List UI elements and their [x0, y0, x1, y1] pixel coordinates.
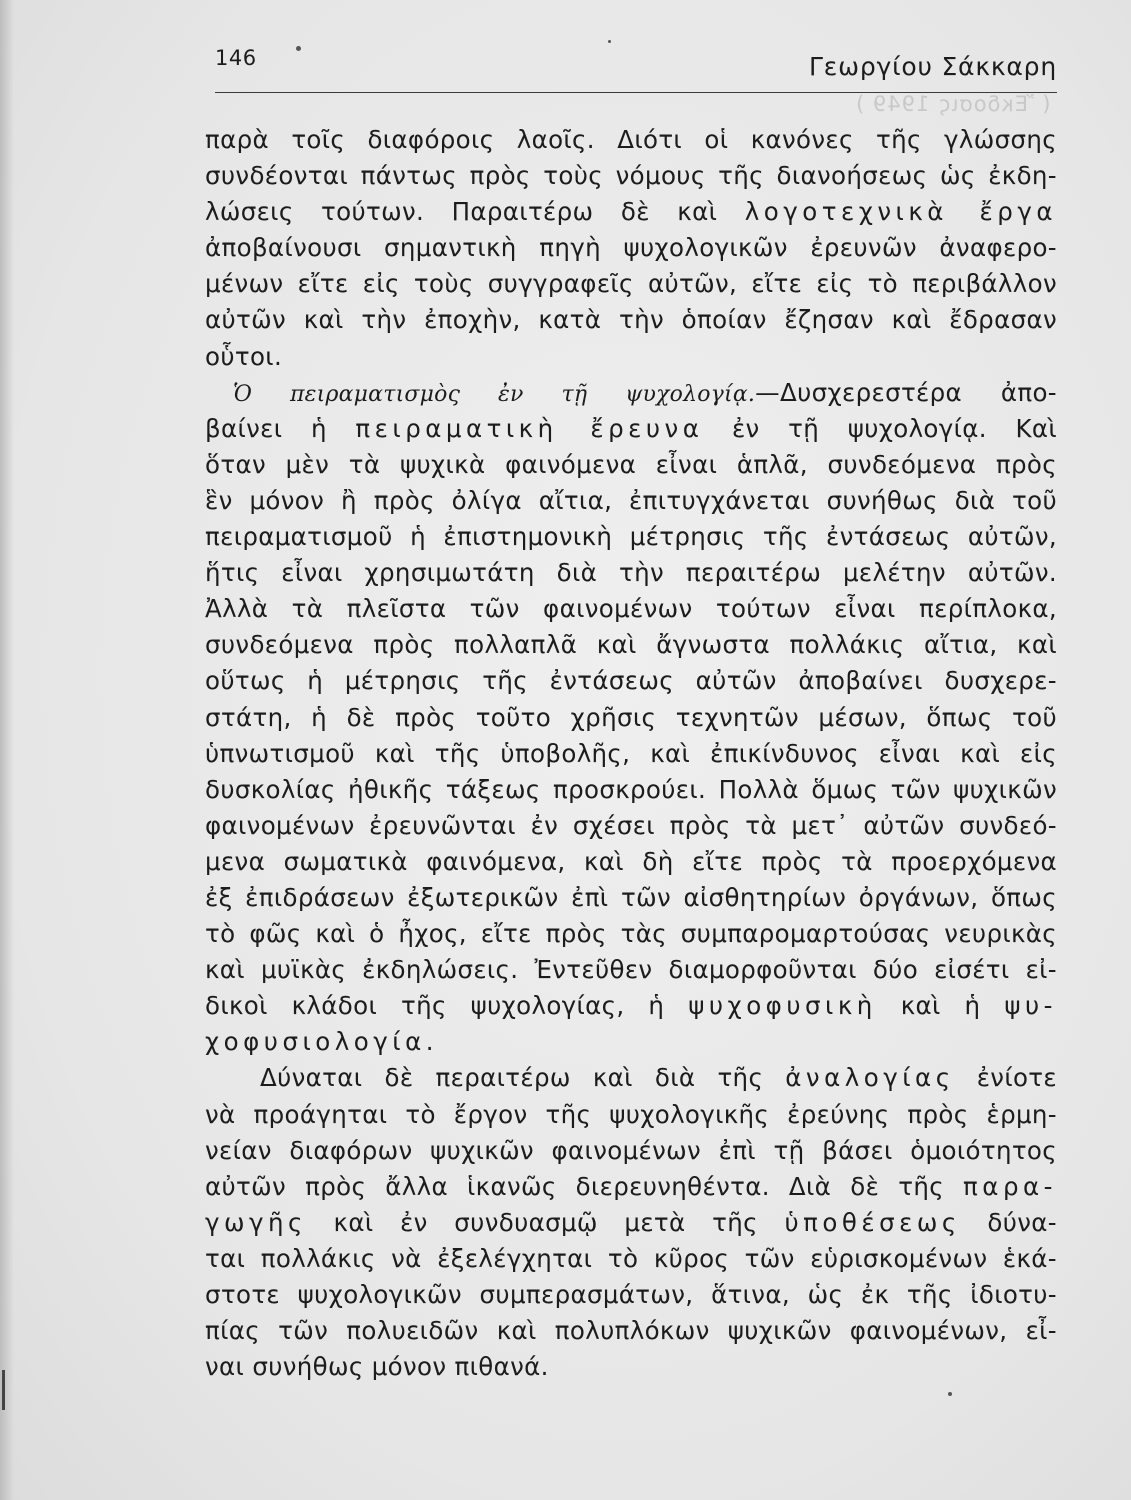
text-line: μενα σωματικὰ φαινόμενα, καὶ δὴ εἴτε πρὸς τὰ προερχόμενα: [205, 846, 1057, 876]
scan-mark: [2, 1370, 5, 1410]
section-heading: Ὁ πειραματισμὸς ἐν τῇ ψυχολογίᾳ.: [233, 381, 756, 407]
page-header: [215, 40, 1057, 116]
dust-speck: [948, 1392, 952, 1396]
text-line: στοτε ψυχολογικῶν συμπερασμάτων, ἅτινα, ὡς ἐκ τῆς ἰδιοτυ-: [205, 1280, 1057, 1309]
spaced-emphasis: ἀναλογίας: [785, 1063, 955, 1093]
bleed-through-text: ( Ἔκδοσις 1949 ): [855, 92, 1051, 116]
text-line: αὐτῶν πρὸς ἄλλα ἱκανῶς διερευνηθέντα. Διὰ δὲ τῆς παρα-: [205, 1171, 1057, 1201]
text-line: καὶ μυϊκὰς ἐκδηλώσεις. Ἐντεῦθεν διαμορφοῦνται δύο εἰσέτι εἰ-: [205, 955, 1057, 985]
text-line: πίας τῶν πολυειδῶν καὶ πολυπλόκων ψυχικῶν φαινομένων, εἶ-: [205, 1316, 1057, 1346]
text-line: οὗτοι.: [205, 341, 283, 371]
spaced-emphasis: λογοτεχνικὰ ἔργα: [744, 197, 1057, 227]
text-line: βαίνει ἡ πειραματικὴ ἔρευνα ἐν τῇ ψυχολογίᾳ. Καὶ: [205, 413, 1057, 443]
text-line: ται πολλάκις νὰ ἐξελέγχηται τὸ κῦρος τῶν εὑρισκομένων ἑκά-: [205, 1243, 1057, 1273]
spaced-emphasis: ὑποθέσεως: [784, 1207, 961, 1237]
text-line: Ἀλλὰ τὰ πλεῖστα τῶν φαινομένων τούτων εἶναι περίπλοκα,: [205, 594, 1057, 624]
text-line: συνδεόμενα πρὸς πολλαπλᾶ καὶ ἄγνωστα πολλάκις αἴτια, καὶ: [205, 630, 1057, 660]
text-line: ἓν μόνον ἢ πρὸς ὀλίγα αἴτια, ἐπιτυγχάνεται συνήθως διὰ τοῦ: [205, 485, 1057, 515]
text-line: νὰ προάγηται τὸ ἔργον τῆς ψυχολογικῆς ἐρεύνης πρὸς ἑρμη-: [205, 1099, 1057, 1129]
text-line: ὅταν μὲν τὰ ψυχικὰ φαινόμενα εἶναι ἁπλᾶ, συνδεόμενα πρὸς: [205, 449, 1057, 479]
running-head: Γεωργίου Σάκκαρη: [809, 52, 1057, 81]
text-line: φαινομένων ἐρευνῶνται ἐν σχέσει πρὸς τὰ μετ᾽ αὐτῶν συνδεό-: [205, 810, 1057, 840]
text-line: γωγῆς καὶ ἐν συνδυασμῷ μετὰ τῆς ὑποθέσεως δύνα-: [205, 1207, 1057, 1237]
text-line: λώσεις τούτων. Παραιτέρω δὲ καὶ λογοτεχνικὰ ἔργα: [205, 197, 1057, 227]
text-line: δικοὶ κλάδοι τῆς ψυχολογίας, ἡ ψυχοφυσικὴ καὶ ἡ ψυ-: [205, 991, 1058, 1021]
text-line: ὑπνωτισμοῦ καὶ τῆς ὑποβολῆς, καὶ ἐπικίνδυνος εἶναι καὶ εἰς: [205, 738, 1057, 768]
spaced-emphasis: ψυχοφυσικὴ: [688, 991, 877, 1021]
text-line: παρὰ τοῖς διαφόροις λαοῖς. Διότι οἱ κανόνες τῆς γλώσσης: [205, 125, 1057, 154]
text-line: μένων εἴτε εἰς τοὺς συγγραφεῖς αὐτῶν, εἴτε εἰς τὸ περιβάλλον: [205, 269, 1057, 299]
spaced-emphasis: πειραματικὴ ἔρευνα: [355, 413, 704, 443]
text-line: τὸ φῶς καὶ ὁ ἦχος, εἴτε πρὸς τὰς συμπαρομαρτούσας νευρικὰς: [205, 919, 1057, 949]
text-line: οὕτως ἡ μέτρησις τῆς ἐντάσεως αὐτῶν ἀποβαίνει δυσχερε-: [205, 666, 1057, 696]
text-line: νείαν διαφόρων ψυχικῶν φαινομένων ἐπὶ τῇ βάσει ὁμοιότητος: [205, 1135, 1057, 1165]
spaced-emphasis: παρα-: [963, 1171, 1057, 1201]
spaced-emphasis: γωγῆς: [205, 1207, 307, 1237]
page-edge-shadow: [0, 0, 14, 1500]
section-line: Ὁ πειραματισμὸς ἐν τῇ ψυχολογίᾳ.—Δυσχερεστέρα ἀπο-: [233, 377, 1057, 407]
text-line: πειραματισμοῦ ἡ ἐπιστημονικὴ μέτρησις τῆς ἐντάσεως αὐτῶν,: [205, 522, 1057, 552]
page-number: 146: [215, 46, 257, 70]
spaced-emphasis: χοφυσιολογία.: [205, 1027, 439, 1057]
text-line: στάτη, ἡ δὲ πρὸς τοῦτο χρῆσις τεχνητῶν μέσων, ὅπως τοῦ: [205, 702, 1057, 732]
text-line: ἥτις εἶναι χρησιμωτάτη διὰ τὴν περαιτέρω μελέτην αὐτῶν.: [205, 558, 1057, 588]
text-line: ναι συνήθως μόνον πιθανά.: [205, 1352, 549, 1382]
text-line: αὐτῶν καὶ τὴν ἐποχὴν, κατὰ τὴν ὁποίαν ἔζησαν καὶ ἔδρασαν: [205, 305, 1057, 335]
text-line: δυσκολίας ἠθικῆς τάξεως προσκρούει. Πολλὰ ὅμως τῶν ψυχικῶν: [205, 774, 1057, 804]
text-line: ἐξ ἐπιδράσεων ἐξωτερικῶν ἐπὶ τῶν αἰσθητηρίων ὀργάνων, ὅπως: [205, 882, 1057, 912]
text-line: συνδέονται πάντως πρὸς τοὺς νόμους τῆς διανοήσεως ὡς ἐκδη-: [205, 161, 1057, 191]
text-line: ἀποβαίνουσι σημαντικὴ πηγὴ ψυχολογικῶν ἐρευνῶν ἀναφερο-: [205, 233, 1057, 263]
body-text: [205, 122, 1057, 1385]
text-line: Δύναται δὲ περαιτέρω καὶ διὰ τῆς ἀναλογίας ἐνίοτε: [260, 1063, 1057, 1093]
text-line: [205, 1024, 1057, 1060]
